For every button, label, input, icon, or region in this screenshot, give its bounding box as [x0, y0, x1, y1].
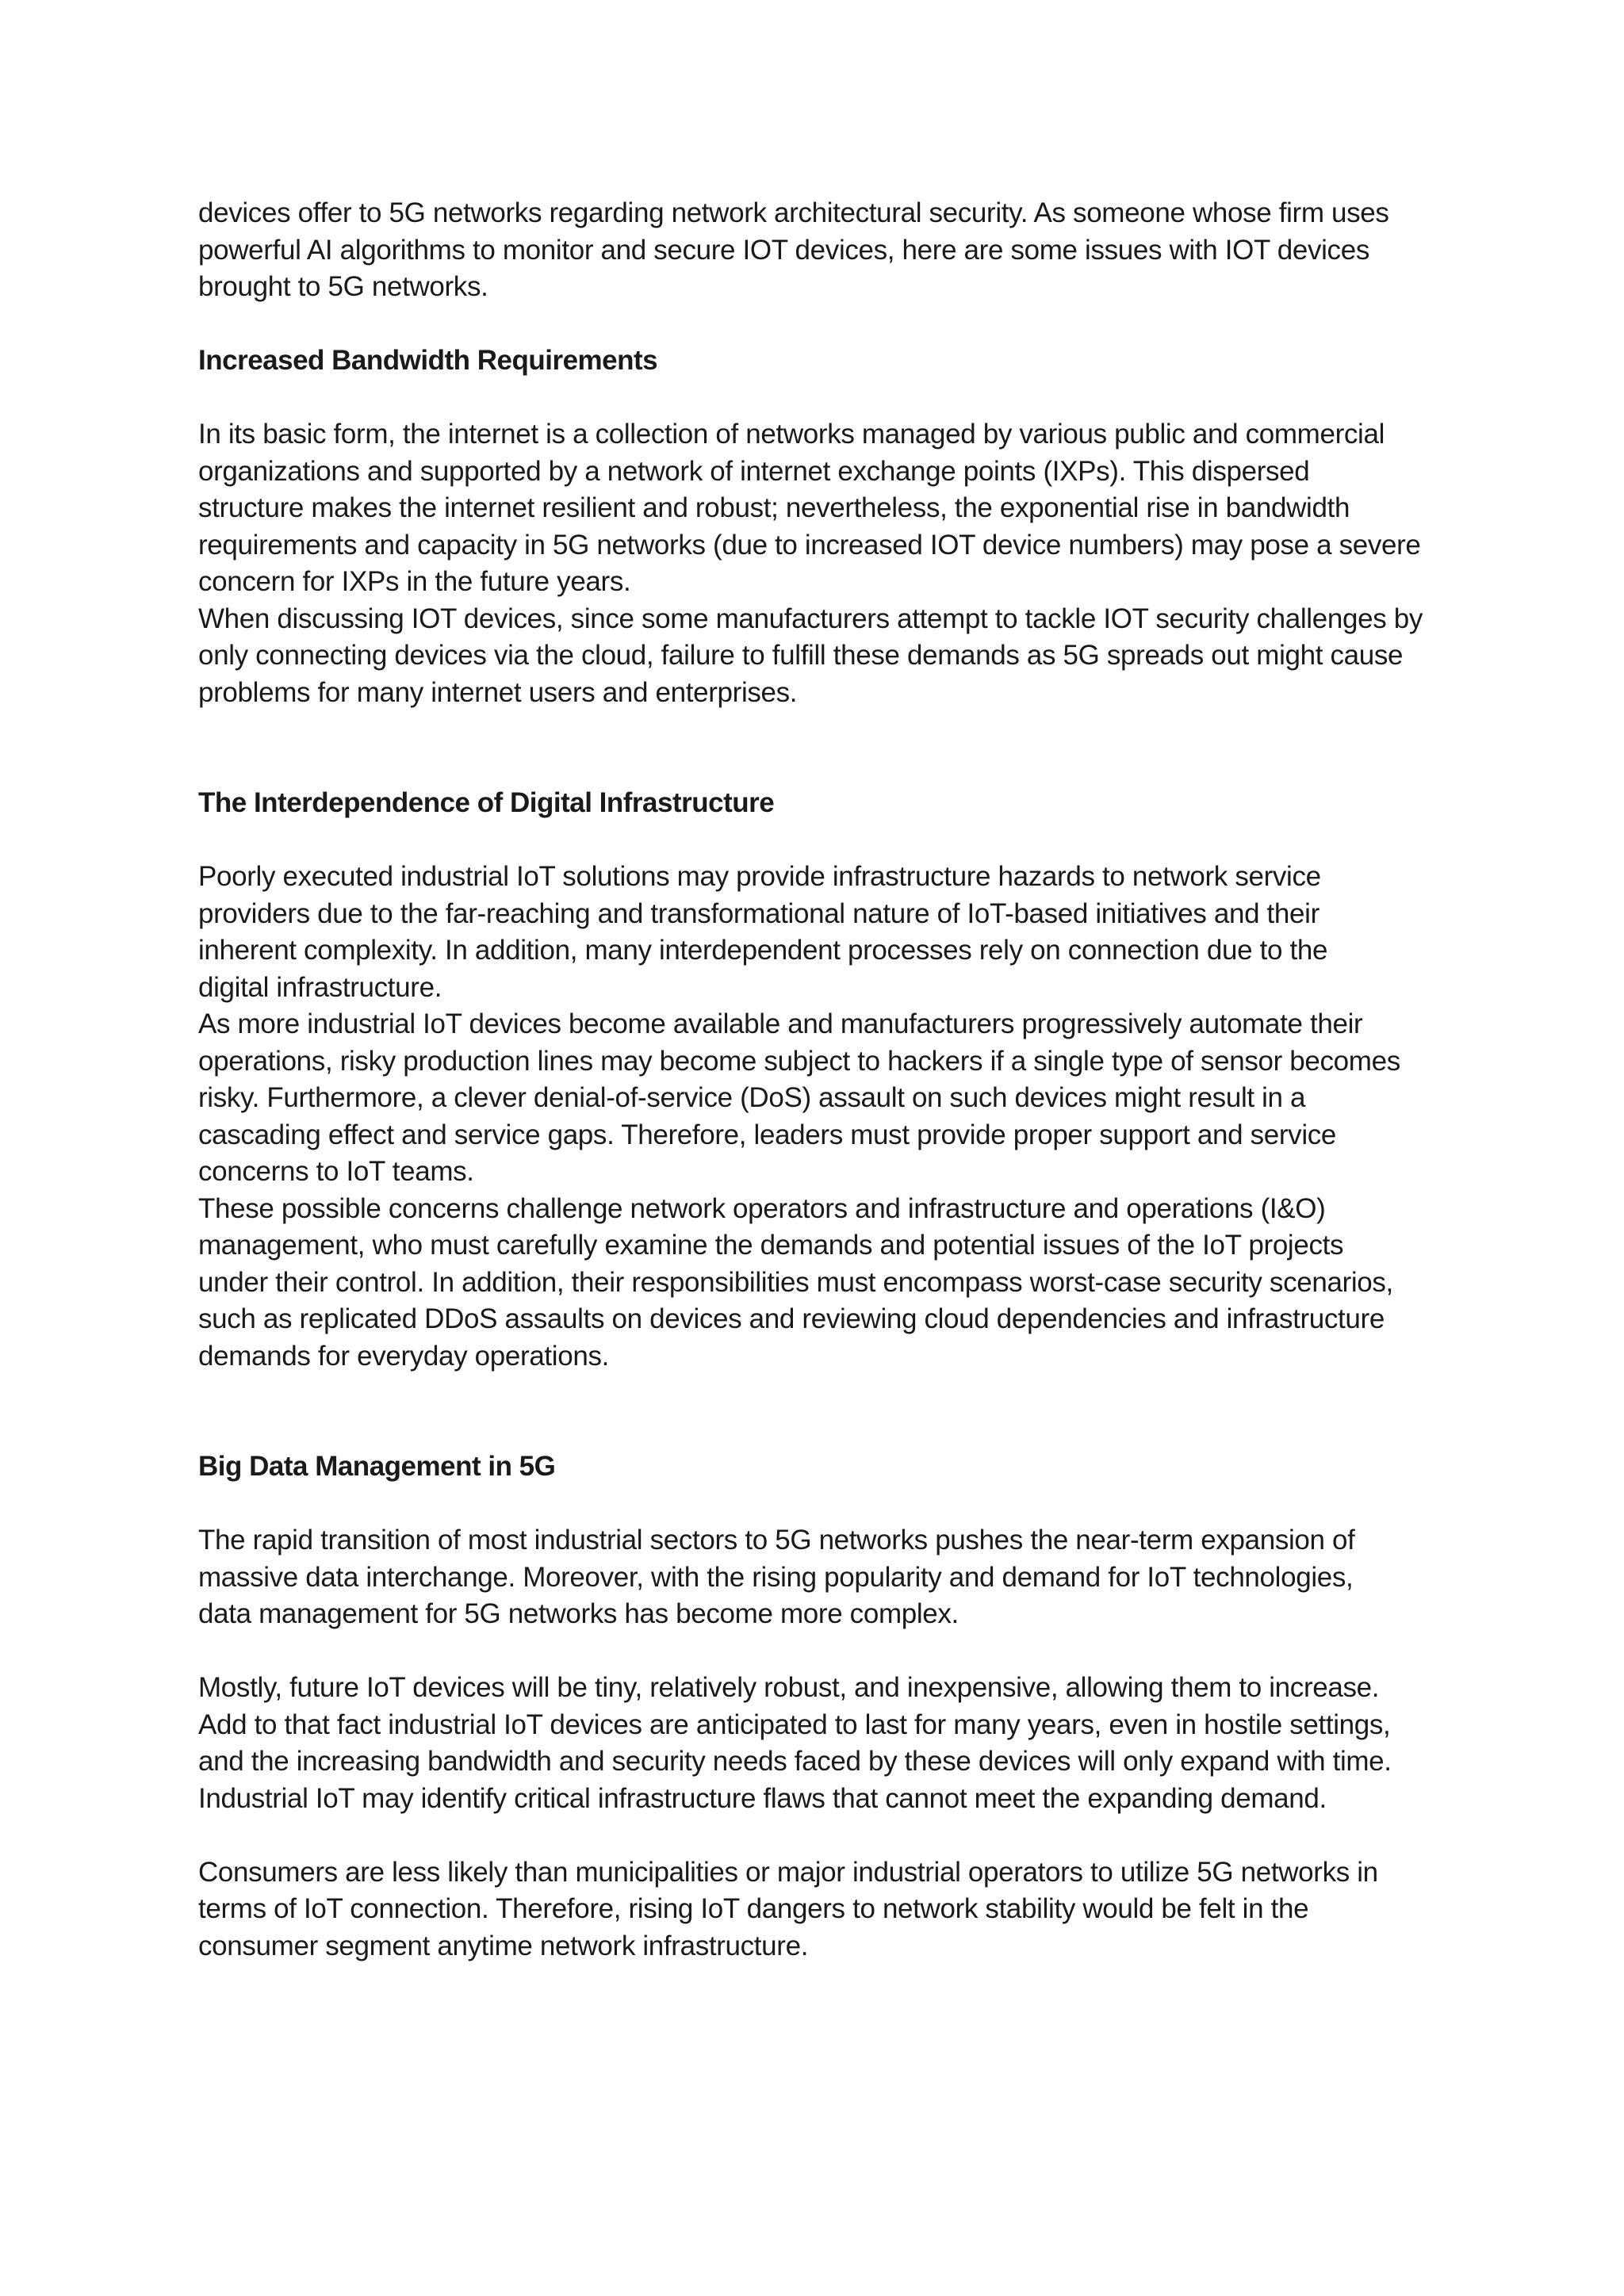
spacer [198, 306, 1451, 343]
spacer [198, 380, 1451, 417]
big-data-paragraph-3: Consumers are less likely than municipalities or major industrial operators to utilize 5G networks in terms of IoT connection. Therefore, rising IoT dangers to network stability would be felt in the consumer segment anytime network infrastructure. [198, 1856, 1378, 1961]
spacer [198, 1633, 1451, 1670]
document-page [198, 195, 1451, 1965]
interdependence-paragraph: Poorly executed industrial IoT solutions may provide infrastructure hazards to network service providers due to the far-reaching and transformational nature of IoT-based initiatives and their inherent complexity. In addition, many interdependent processes rely on connection due to the digital infrastructure. As more industrial IoT devices become available and manufacturers progressively automate their operations, risky production lines may become subject to hackers if a single type of sensor becomes risky. Furthermore, a clever denial-of-service (DoS) assault on such devices might result in a cascading effect and service gaps. Therefore, leaders must provide proper support and service concerns to IoT teams. These possible concerns challenge network operators and infrastructure and operations (I&O) management, who must carefully examine the demands and potential issues of the IoT projects under their control. In addition, their responsibilities must encompass worst-case security scenarios, such as replicated DDoS assaults on devices and reviewing cloud dependencies and infrastructure demands for everyday operations. [198, 861, 1400, 1372]
spacer [198, 1375, 1451, 1448]
big-data-paragraph-2: Mostly, future IoT devices will be tiny, relatively robust, and inexpensive, allowing them to increase. Add to that fact industrial IoT devices are anticipated to last for many years, even in hostile settings, and the increasing bandwidth and security needs faced by these devices will only expand with time. Industrial IoT may identify critical infrastructure flaws that cannot meet the expanding demand. [198, 1672, 1392, 1814]
bandwidth-paragraph: In its basic form, the internet is a collection of networks managed by various public and commercial organizations and supported by a network of internet exchange points (IXPs). This dispersed structure makes the internet resilient and robust; nevertheless, the exponential rise in bandwidth requirements and capacity in 5G networks (due to increased IOT device numbers) may pose a severe concern for IXPs in the future years. When discussing IOT devices, since some manufacturers attempt to tackle IOT security challenges by only connecting devices via the cloud, failure to fulfill these demands as 5G spreads out might cause problems for many internet users and enterprises. [198, 419, 1423, 708]
section-heading-interdependence: The Interdependence of Digital Infrastructure [198, 787, 775, 818]
spacer [198, 711, 1451, 785]
spacer [198, 1817, 1451, 1854]
section-heading-bandwidth: Increased Bandwidth Requirements [198, 345, 658, 376]
big-data-paragraph-1: The rapid transition of most industrial sectors to 5G networks pushes the near-term expansion of massive data interchange. Moreover, with the rising popularity and demand for IoT technologies, data management for 5G networks has become more complex. [198, 1525, 1355, 1629]
intro-paragraph: devices offer to 5G networks regarding network architectural security. As someone whose firm uses powerful AI algorithms to monitor and secure IOT devices, here are some issues with IOT devices brought to 5G networks. [198, 197, 1389, 302]
section-heading-big-data: Big Data Management in 5G [198, 1451, 556, 1482]
spacer [198, 1486, 1451, 1523]
spacer [198, 822, 1451, 859]
